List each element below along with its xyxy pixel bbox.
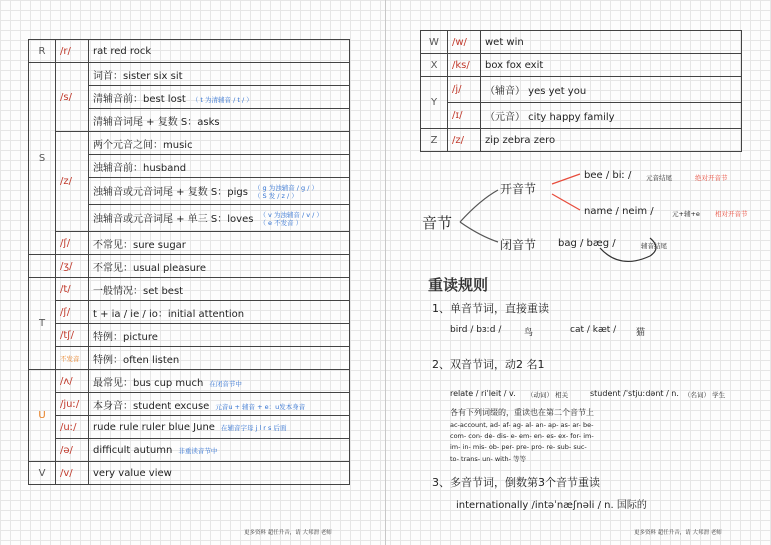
- letter-z: Z: [421, 129, 448, 152]
- rule-2-prefix-heading: 各有下列词缀的，重读也在第二个音节上: [450, 408, 594, 417]
- table-row: [29, 301, 350, 324]
- example: 特例：picture: [89, 324, 350, 347]
- table-row: [421, 77, 742, 103]
- right-phonics-table: [420, 30, 742, 152]
- branch-line: [460, 222, 498, 242]
- ipa: /ʒ/: [56, 255, 89, 278]
- note: 在辅音字母 j l r s 后面: [220, 423, 287, 432]
- rule-1: 1、单音节词，直接重读: [432, 302, 549, 315]
- rule-2-prefix-line: to- trans- un- with- 等等: [450, 455, 527, 463]
- open-example-1-tag: 绝对开音节: [695, 174, 728, 182]
- example: 清辅音词尾 + 复数 S：asks: [89, 109, 350, 132]
- example: zip zebra zero: [481, 129, 742, 152]
- ipa: /juː/: [56, 393, 89, 416]
- ipa: /z/: [56, 132, 89, 232]
- ipa: /ʃ/: [56, 301, 89, 324]
- open-syllable: 开音节: [500, 182, 537, 196]
- example-text: 清辅音前：best lost: [93, 93, 186, 105]
- note: 在闭音节中: [209, 379, 242, 388]
- ipa: /s/: [56, 63, 89, 132]
- branch-line: [460, 190, 498, 222]
- table-row: [29, 416, 350, 439]
- table-row: [29, 232, 350, 255]
- example: （元音） city happy family: [481, 103, 742, 129]
- example: very value view: [89, 462, 350, 485]
- open-example-2-note: 元+辅+e: [672, 210, 700, 218]
- example-text: 本身音：student excuse: [93, 400, 210, 412]
- table-row: [29, 439, 350, 462]
- letter-s: S: [29, 63, 56, 255]
- rule-2-example-2-cn: （名词） 学生: [684, 391, 726, 399]
- note: （ t 为清辅音 / t / ）: [191, 95, 253, 104]
- note-line: （ S 发 / z / ）: [253, 191, 298, 200]
- rule-1-example-1-cn: 鸟: [524, 328, 534, 338]
- example: [89, 393, 350, 416]
- rule-2-prefix-line: ac-account, ad- af- ag- al- an- ap- as- ar- be-: [450, 421, 594, 429]
- note: [259, 211, 322, 227]
- example: （辅音） yes yet you: [481, 77, 742, 103]
- example: 特例：often listen: [89, 347, 350, 370]
- table-row: [29, 324, 350, 347]
- table-row: [421, 129, 742, 152]
- rule-2: 2、双音节词，动2 名1: [432, 358, 545, 371]
- ipa: /t/: [56, 278, 89, 301]
- example: t + ia / ie / io：initial attention: [89, 301, 350, 324]
- example-text: rude rule ruler blue June: [93, 421, 215, 433]
- letter-u: U: [29, 370, 56, 462]
- letter-v: V: [29, 462, 56, 485]
- arrow-line: [552, 194, 580, 210]
- example: 两个元音之间：music: [89, 132, 350, 155]
- ipa: /ʌ/: [56, 370, 89, 393]
- ipa: /ʃ/: [56, 232, 89, 255]
- example: [89, 178, 350, 205]
- example: [89, 416, 350, 439]
- table-row: [29, 40, 350, 63]
- example: 不常见：sure sugar: [89, 232, 350, 255]
- note: 非重读音节中: [178, 446, 218, 455]
- ipa: /j/: [448, 77, 481, 103]
- example: 浊辅音前：husband: [89, 155, 350, 178]
- rule-3-example: internationally /intəˈnæʃnəli / n. 国际的: [456, 500, 647, 511]
- note-line: （ e 不发音 ）: [259, 218, 303, 227]
- open-example-2-tag: 相对开音节: [715, 210, 748, 218]
- example-text: 最常见：bus cup much: [93, 377, 204, 389]
- ipa: /z/: [448, 129, 481, 152]
- ipa: /uː/: [56, 416, 89, 439]
- table-row: [29, 370, 350, 393]
- rule-2-prefix-line: im- in- mis- ob- per- pre- pro- re- sub- suc-: [450, 443, 587, 451]
- rule-2-example-1: relate / riˈleit / v.: [450, 389, 516, 398]
- note-line: （ g 为浊辅音 / g / ）: [253, 183, 318, 192]
- note: [254, 184, 318, 200]
- ipa: /r/: [56, 40, 89, 63]
- table-row: [29, 278, 350, 301]
- rule-2-prefix-line: com- con- de- dis- e- em- en- es- ex- for- im-: [450, 432, 594, 440]
- rule-2-example-1-cn: （动词） 相关: [527, 391, 569, 399]
- rule-1-example-2-cn: 猫: [636, 328, 646, 338]
- letter-w: W: [421, 31, 448, 54]
- letter-x: X: [421, 54, 448, 77]
- example: 词首：sister six sit: [89, 63, 350, 86]
- table-row: [421, 31, 742, 54]
- table-row: [29, 255, 350, 278]
- left-phonics-table: [28, 39, 350, 485]
- example: rat red rock: [89, 40, 350, 63]
- rule-3: 3、多音节词，倒数第3个音节重读: [432, 476, 600, 489]
- example-text: difficult autumn: [93, 444, 173, 456]
- stress-title: 重读规则: [428, 276, 489, 294]
- letter-t: T: [29, 278, 56, 370]
- closed-example: bag / bæg /: [558, 238, 616, 249]
- ipa: /tʃ/: [56, 324, 89, 347]
- example: box fox exit: [481, 54, 742, 77]
- rule-1-example-2: cat / kæt /: [570, 325, 617, 335]
- example: wet win: [481, 31, 742, 54]
- rule-2-example-2: student /ˈstjuːdənt / n.: [590, 389, 679, 398]
- example: [89, 439, 350, 462]
- example-text: 浊辅音或元音词尾 + 单三 S：loves: [93, 213, 254, 225]
- table-row: [29, 132, 350, 155]
- table-row: [421, 54, 742, 77]
- ipa: /w/: [448, 31, 481, 54]
- ipa: /ks/: [448, 54, 481, 77]
- footer-left: 更多资料 超任升音，请 大邦渭 老师: [244, 530, 332, 536]
- syllable-root: 音节: [422, 214, 453, 232]
- ipa: 不发音: [56, 347, 89, 370]
- example: [89, 86, 350, 109]
- ipa: /v/: [56, 462, 89, 485]
- ipa: /ɪ/: [448, 103, 481, 129]
- example: 一般情况：set best: [89, 278, 350, 301]
- letter-y: Y: [421, 77, 448, 129]
- footer-right: 更多资料 超任升音，请 大邦渭 老师: [634, 530, 722, 536]
- ipa: /ə/: [56, 439, 89, 462]
- page-spine: [385, 0, 386, 545]
- open-example-1-note: 元音结尾: [646, 174, 672, 182]
- open-example-1: bee / biː /: [584, 170, 632, 181]
- note: 元音u + 辅音 + e：u发本身音: [215, 402, 306, 411]
- letter-r: R: [29, 40, 56, 63]
- table-row: [421, 103, 742, 129]
- open-example-2: name / neim /: [584, 206, 654, 217]
- note-line: （ v 为浊辅音 / v / ）: [259, 210, 323, 219]
- table-row: [29, 393, 350, 416]
- table-row: [29, 462, 350, 485]
- table-row: [29, 63, 350, 86]
- example: 不常见：usual pleasure: [89, 255, 350, 278]
- example: [89, 370, 350, 393]
- example-text: 浊辅音或元音词尾 + 复数 S：pigs: [93, 186, 248, 198]
- letter-s-cont: [29, 255, 56, 278]
- closed-example-note: 辅音结尾: [641, 242, 667, 250]
- table-row: [29, 347, 350, 370]
- closed-syllable: 闭音节: [500, 238, 537, 252]
- rule-1-example-1: bird / bɜːd /: [450, 325, 502, 335]
- arrow-line: [552, 174, 580, 184]
- example: [89, 205, 350, 232]
